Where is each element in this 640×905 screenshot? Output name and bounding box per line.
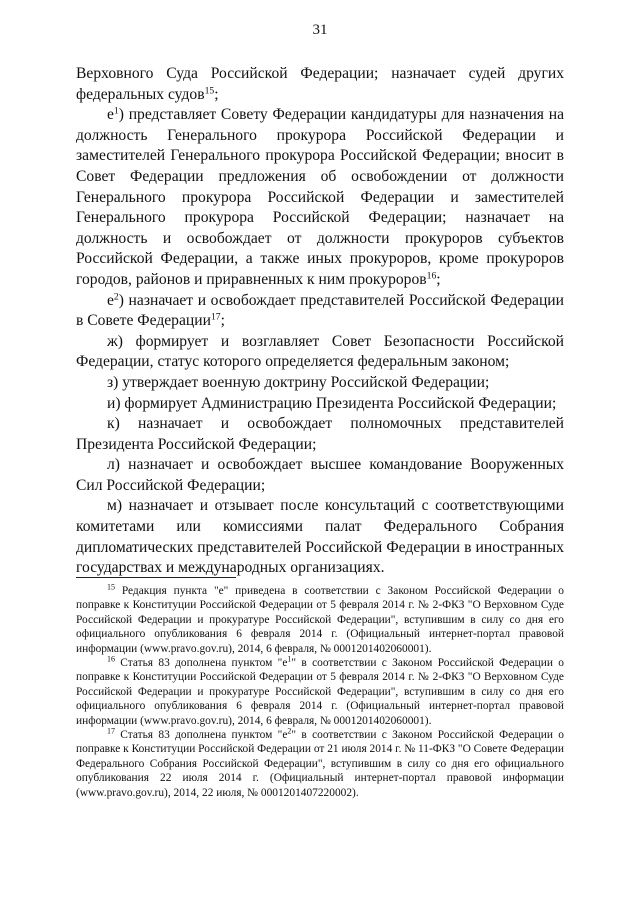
footnote-letter-superscript: 1 [287,654,292,664]
paragraph-continuation [76,64,564,105]
article-body [76,64,564,579]
footnote-number: 16 [107,654,115,664]
footnote-ref-15[interactable]: 15 [204,85,215,97]
paragraph-item-i: и) формирует Администрацию Президента Российской Федерации; [107,394,557,412]
footnote-number: 17 [107,726,115,736]
paragraph-text: ) назначает и освобождает представителей Российской Федерации в Совете Федерации [76,291,564,330]
footnote-text-end: " в соответствии с Законом Российской Федерации о поправке к Конституции Российской Федерации от 5 февраля 2014 г. № 2-ФКЗ "О Верховном Суде Российской Федерации и прокуратуре Российской Федерации", вступившим в силу со дня его официального опубликования 6 февраля 2014 г. (Официальный интернет-портал правовой информации (www.pravo.gov.ru), 2014, 6 февраля, № 0001201402060001). [76,657,564,727]
footnote-16 [76,656,564,728]
footnote-text: Статья 83 дополнена пунктом "е [114,657,288,670]
footnote-letter-superscript: 2 [287,726,292,736]
paragraph-item-k: к) назначает и освобождает полномочных представителей Президента Российской Федерации; [76,415,564,453]
item-letter-superscript: 2 [113,291,119,303]
paragraph-item-zh: ж) формирует и возглавляет Совет Безопасности Российской Федерации, статус которого определяется федеральным законом; [76,332,564,371]
paragraph-text-end: ; [220,312,225,330]
paragraph-text-end: ; [436,270,441,288]
paragraph-text: Верховного Суда Российской Федерации; назначает судей других федеральных судов [76,65,564,103]
paragraph-item-e1 [76,105,564,290]
paragraph-item-m: м) назначает и отзывает после консультаций с соответствующими комитетами или комиссиями палат Федерального Собрания дипломатических представителей Российской Федерации в иностранных государствах и международных организациях. [76,497,564,577]
paragraph-item-z: з) утверждает военную доктрину Российской Федерации; [107,373,490,391]
page-number: 31 [312,22,328,38]
footnote-number: 15 [107,582,115,592]
footnote-text: Статья 83 дополнена пунктом "е [114,729,288,742]
footnote-separator [76,577,236,578]
footnote-ref-16[interactable]: 16 [426,270,437,282]
item-letter: е [107,106,114,124]
paragraph-item-e2 [76,291,564,332]
item-letter: е [107,291,114,309]
paragraph-item-l: л) назначает и освобождает высшее командование Вооруженных Сил Российской Федерации; [76,456,564,494]
paragraph-text: ) представляет Совету Федерации кандидатуры для назначения на должность Генерального прокурора Российской Федерации и заместителей Генерального прокурора Российской Федерации; вносит в Совет Федерации предложения об освобождении от должности Генерального прокурора Российской Федерации и заместителей Генерального прокурора Российской Федерации; назначает на должность и освобождает от должности прокуроров субъектов Российской Федерации, а также иных прокуроров, кроме прокуроров городов, районов и приравненных к ним прокуроров [76,106,564,288]
footnote-17 [76,728,564,800]
footnote-15 [76,584,564,656]
footnote-ref-17[interactable]: 17 [210,311,221,323]
paragraph-text-end: ; [214,85,219,103]
footnotes-section [76,584,564,800]
item-letter-superscript: 1 [113,105,119,117]
footnote-text-end: " в соответствии с Законом Российской Федерации о поправке к Конституции Российской Федерации от 21 июля 2014 г. № 11-ФКЗ "О Совете Федерации Федерального Собрания Российской Федерации", вступившим в силу со дня его официального опубликования 22 июля 2014 г. (Официальный интернет-портал правовой информации (www.pravo.gov.ru), 2014, 22 июля, № 0001201407220002). [76,729,564,799]
footnote-text: Редакция пункта "е" приведена в соответствии с Законом Российской Федерации о поправке к Конституции Российской Федерации от 5 февраля 2014 г. № 2-ФКЗ "О Верховном Суде Российской Федерации и прокуратуре Российской Федерации", вступившим в силу со дня его официального опубликования 6 февраля 2014 г. (Официальный интернет-портал правовой информации (www.pravo.gov.ru), 2014, 6 февраля, № 0001201402060001). [76,585,564,655]
